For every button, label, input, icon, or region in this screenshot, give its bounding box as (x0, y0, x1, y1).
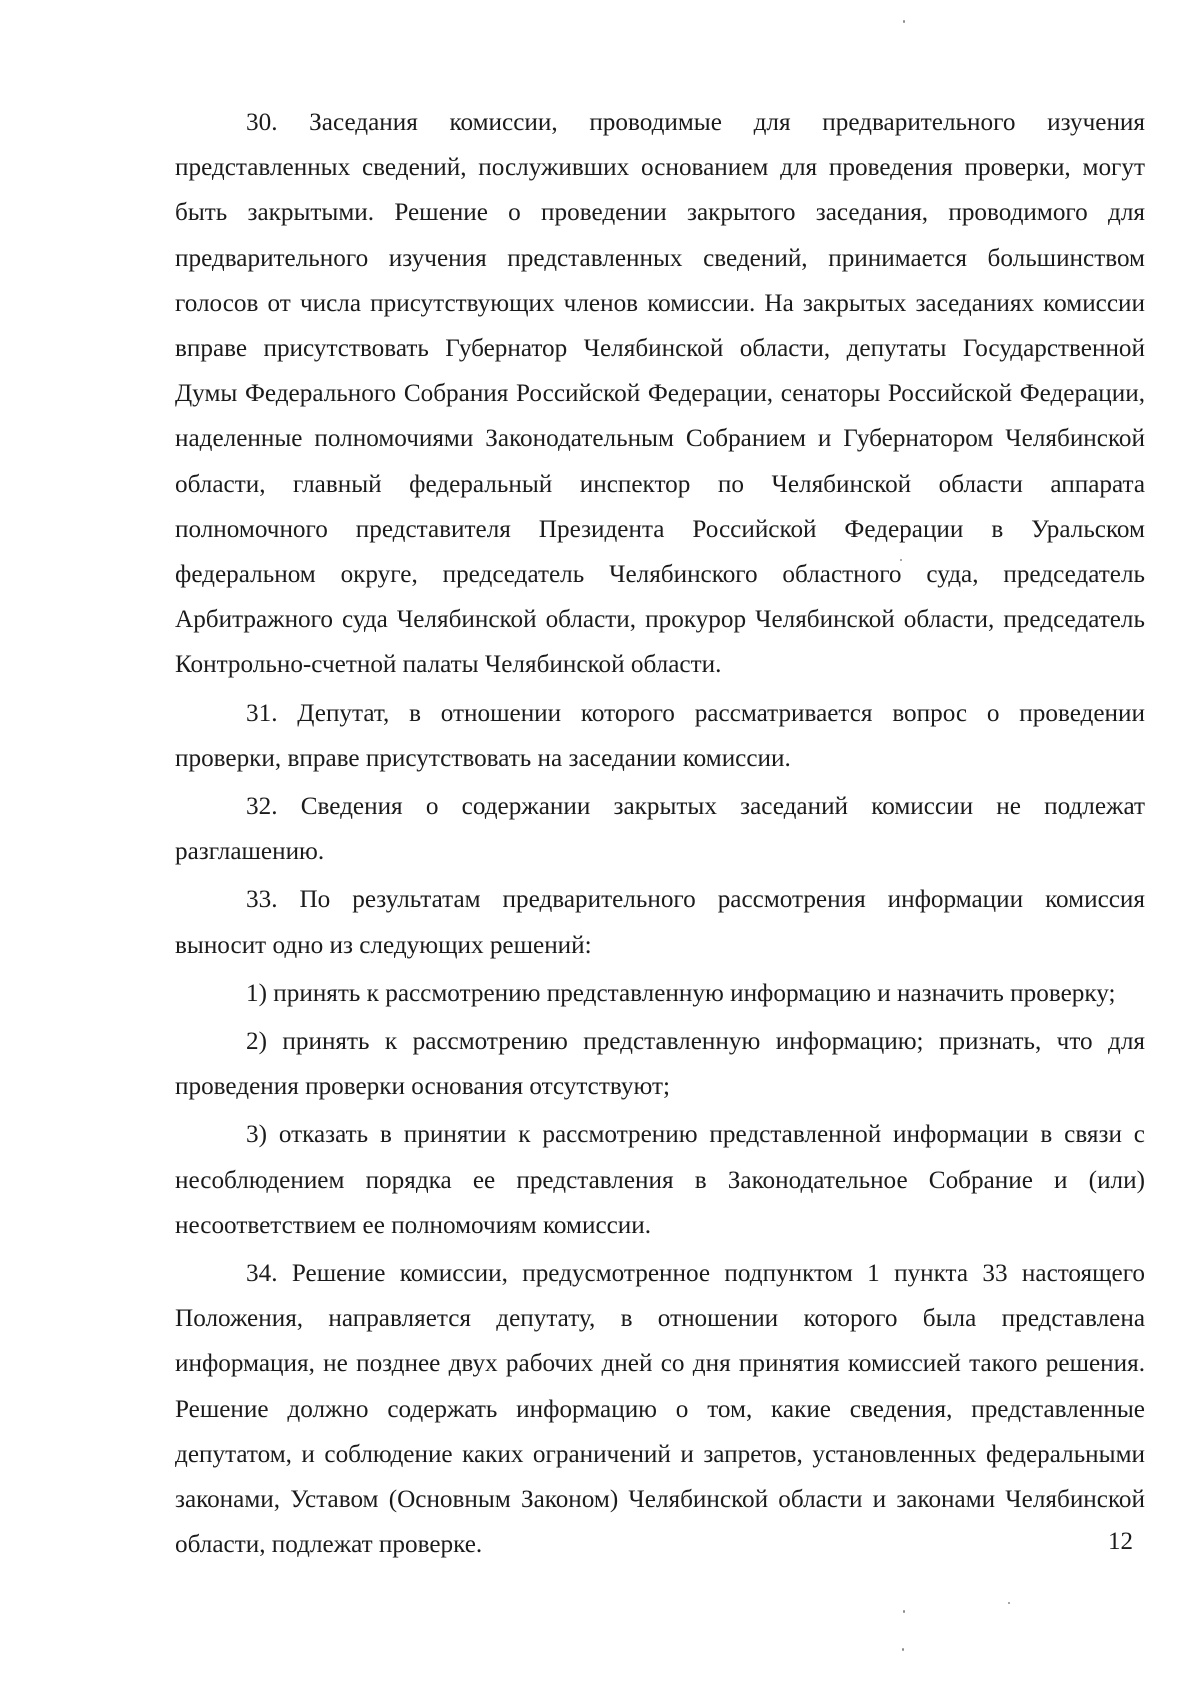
page-number: 12 (1108, 1528, 1133, 1555)
paragraph-32: 32. Сведения о содержании закрытых заседаний комиссии не подлежат разглашению. (175, 793, 1145, 866)
paragraph-30: 30. Заседания комиссии, проводимые для предварительного изучения представленных сведений, послуживших основанием для проведения проверки, могут быть закрытыми. Решение о проведении закрытого заседания, проводимого для предварительного изучения представленных сведений, принимается большинством голосов от числа присутствующих членов комиссии. На закрытых заседаниях комиссии вправе присутствовать Губернатор Челябинской области, депутаты Государственной Думы Федерального Собрания Российской Федерации, сенаторы Российской Федерации, наделенные полномочиями Законодательным Собранием и Губернатором Челябинской области, главный федеральный инспектор по Челябинской области аппарата полномочного представителя Президента Российской Федерации в Уральском федеральном округе, председатель Челябинского областного суда, председатель Арбитражного суда Челябинской области, прокурор Челябинской области, председатель Контрольно-счетной палаты Челябинской области. (175, 109, 1145, 679)
list-item-3: 3) отказать в принятии к рассмотрению представленной информации в связи с несоблюдением порядка ее представления в Законодательное Собрание и (или) несоответствием ее полномочиям комиссии. (175, 1121, 1145, 1239)
scan-speck (903, 1610, 905, 1613)
paragraph-33: 33. По результатам предварительного рассмотрения информации комиссия выносит одно из следующих решений: (175, 886, 1145, 959)
paragraph-34: 34. Решение комиссии, предусмотренное подпунктом 1 пункта 33 настоящего Положения, направляется депутату, в отношении которого была представлена информация, не позднее двух рабочих дней со дня принятия комиссией такого решения. Решение должно содержать информацию о том, какие сведения, представленные депутатом, и соблюдение каких ограничений и запретов, установленных федеральными законами, Уставом (Основным Законом) Челябинской области и законами Челябинской области, подлежат проверке. (175, 1260, 1145, 1559)
scan-speck (1008, 1602, 1010, 1604)
scan-speck (902, 1648, 904, 1651)
paragraph-31: 31. Депутат, в отношении которого рассматривается вопрос о проведении проверки, вправе присутствовать на заседании комиссии. (175, 699, 1145, 772)
scan-speck (900, 559, 902, 561)
list-item-2: 2) принять к рассмотрению представленную информацию; признать, что для проведения проверки основания отсутствуют; (175, 1028, 1145, 1101)
document-body (175, 100, 1145, 1568)
list-item-1: 1) принять к рассмотрению представленную информацию и назначить проверку; (246, 979, 1116, 1007)
scan-speck (903, 20, 905, 23)
